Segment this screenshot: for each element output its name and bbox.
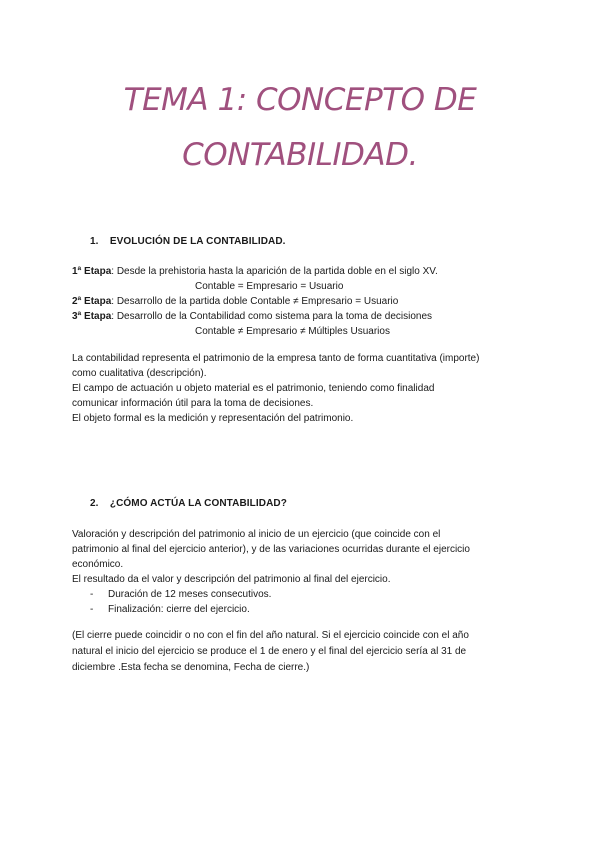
stage-3-label: 3ª Etapa [72,311,112,322]
bullet-item [72,587,542,602]
section-1-paragraph [72,351,542,426]
note-line: (El cierre puede coincidir o no con el fin del año natural. Si el ejercicio coincide con el año [72,630,469,641]
paragraph-line: El objeto formal es la medición y representación del patrimonio. [72,413,354,424]
paragraph-line: patrimonio al final del ejercicio anterior), y de las variaciones ocurridas durante el ejercicio [72,544,470,555]
section-2-number: 2. [90,498,99,509]
paragraph-line: económico. [72,559,124,570]
stage-3-text: : Desarrollo de la Contabilidad como sistema para la toma de decisiones [111,311,433,322]
closing-note [72,628,542,676]
stage-3-formula: Contable ≠ Empresario ≠ Múltiples Usuarios [195,326,390,337]
paragraph-line: La contabilidad representa el patrimonio de la empresa tanto de forma cuantitativa (importe) [72,353,480,364]
note-line: diciembre .Esta fecha se denomina, Fecha de cierre.) [72,662,310,673]
paragraph-line: El campo de actuación u objeto material es el patrimonio, teniendo como finalidad [72,383,435,394]
stage-1-formula: Contable = Empresario = Usuario [195,281,344,292]
section-2-title: ¿CÓMO ACTÚA LA CONTABILIDAD? [109,498,287,509]
section-2-paragraph [72,527,542,617]
stage-1-label: 1ª Etapa [72,266,112,277]
section-1-number: 1. [90,236,99,247]
bullet-text: Finalización: cierre del ejercicio. [108,604,250,615]
note-line: natural el inicio del ejercicio se produce el 1 de enero y el final del ejercicio sería al 31 de [72,646,467,657]
stage-1-text: : Desde la prehistoria hasta la aparición de la partida doble en el siglo XV. [111,266,438,277]
paragraph-line: como cualitativa (descripción). [72,368,207,379]
dash-marker: - [90,604,94,615]
stage-2-label: 2ª Etapa [72,296,112,307]
bullet-item [72,602,542,617]
stage-2 [72,294,542,309]
paragraph-line: comunicar información útil para la toma de decisiones. [72,398,314,409]
section-2-heading [90,498,287,509]
stage-3 [72,309,542,324]
title-line-2: CONTABILIDAD. [182,137,418,173]
title-line-1: TEMA 1: CONCEPTO DE [123,82,477,118]
paragraph-line: El resultado da el valor y descripción del patrimonio al final del ejercicio. [72,574,391,585]
bullet-text: Duración de 12 meses consecutivos. [108,589,272,600]
section-1-heading [90,236,286,247]
dash-marker: - [90,589,94,600]
section-1-title: EVOLUCIÓN DE LA CONTABILIDAD. [109,236,286,247]
stage-1 [72,264,542,279]
paragraph-line: Valoración y descripción del patrimonio al inicio de un ejercicio (que coincide con el [72,529,441,540]
stage-2-text: : Desarrollo de la partida doble Contable ≠ Empresario = Usuario [111,296,399,307]
stages-list [72,264,542,339]
page-title [0,73,600,183]
